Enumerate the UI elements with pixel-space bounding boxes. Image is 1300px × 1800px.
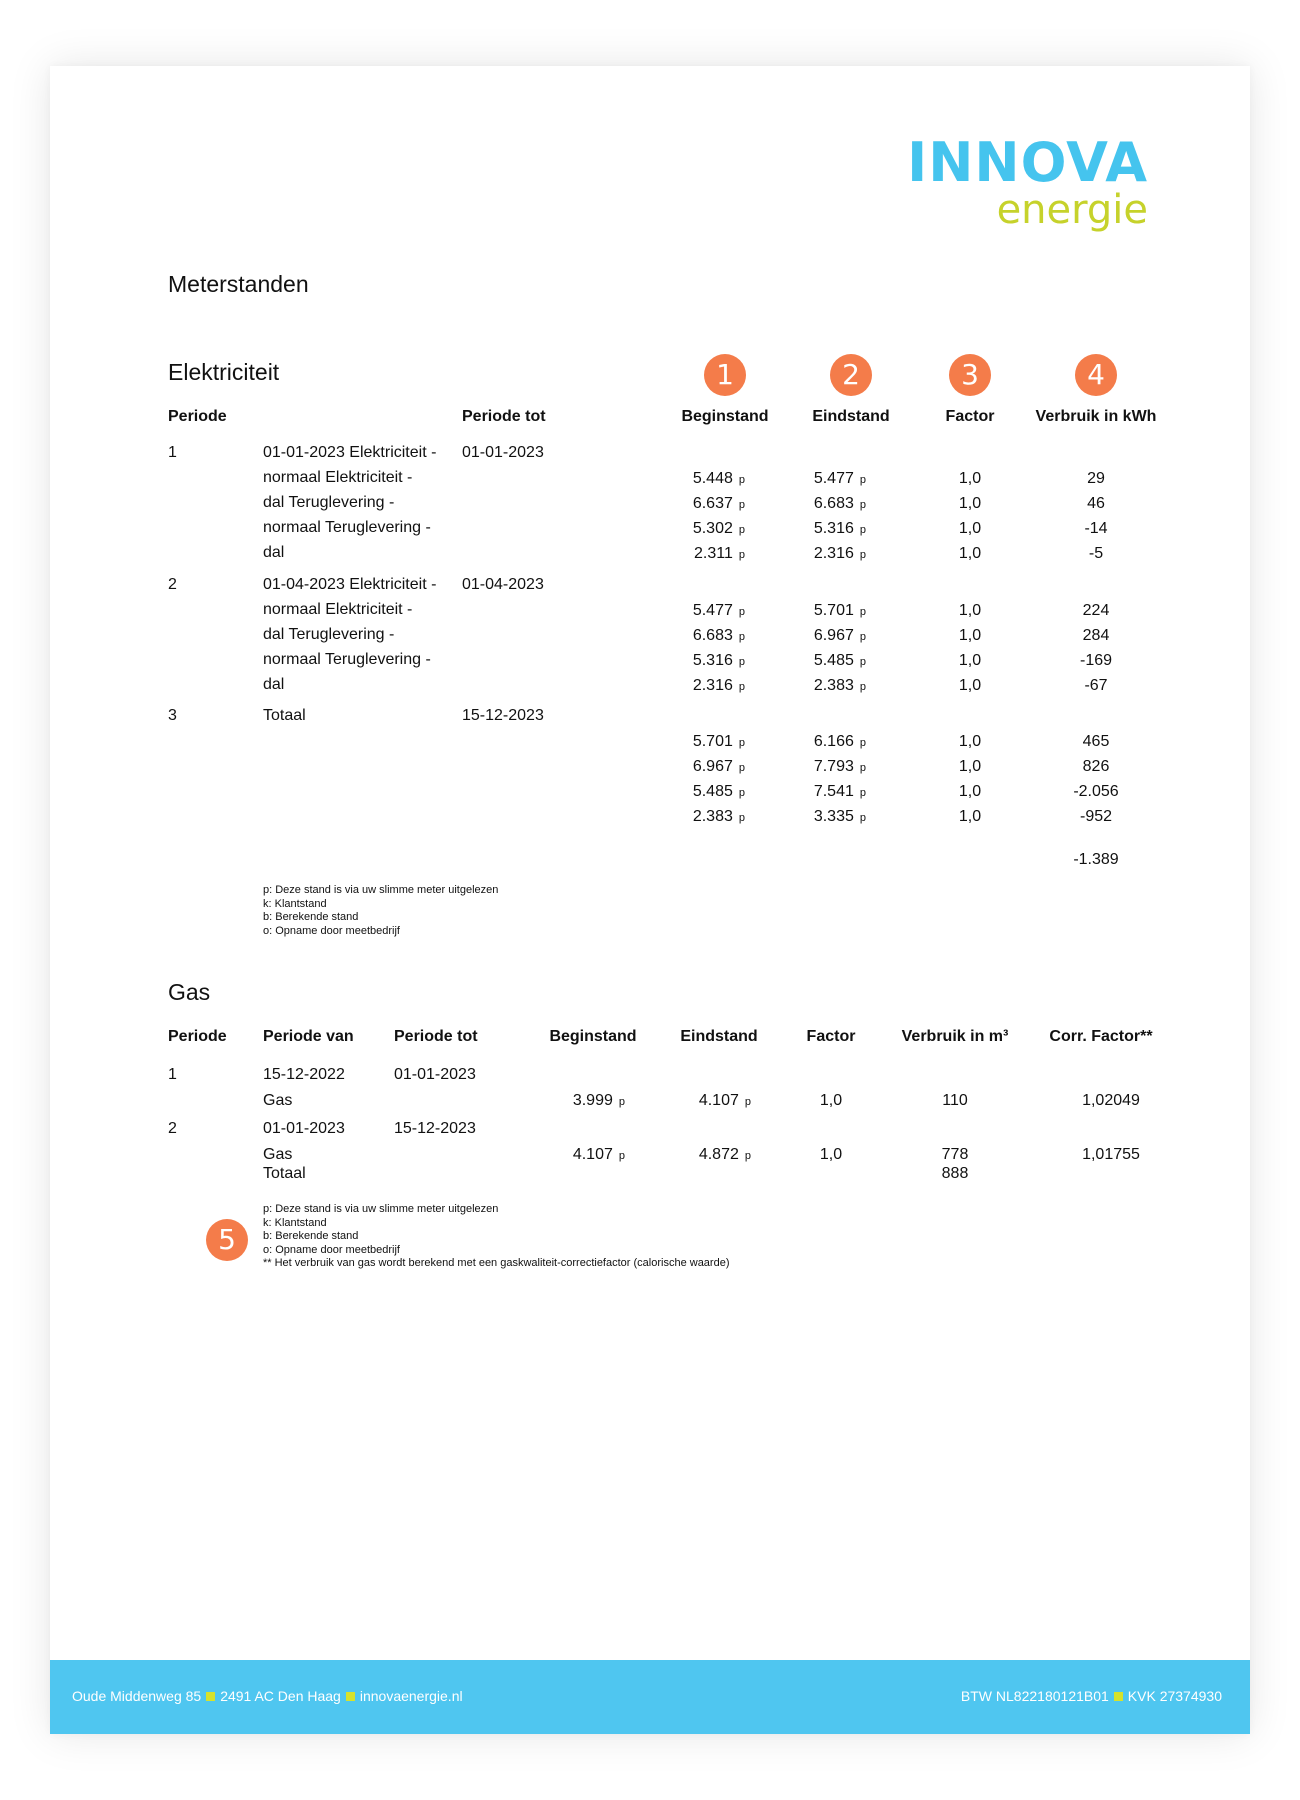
separator-square-icon: [1114, 1692, 1123, 1701]
meter-begin-reading: [650, 783, 745, 801]
reading-value: 6.967: [813, 627, 854, 644]
electricity-total: -1.389: [1073, 851, 1119, 868]
reading-source-flag: p: [618, 1150, 625, 1162]
meter-end-reading: [771, 733, 866, 751]
gas-begin-reading: [530, 1092, 625, 1110]
innova-energie-logo: [907, 131, 1148, 233]
reading-source-flag: p: [738, 524, 745, 536]
reading-value: 6.683: [692, 627, 733, 644]
footer-postcode-city: 2491 AC Den Haag: [220, 1688, 341, 1704]
meter-end-reading: [771, 677, 866, 695]
footer-website-link[interactable]: innovaenergie.nl: [359, 1688, 463, 1704]
electricity-section-title: Elektriciteit: [168, 359, 280, 385]
legend-line: ** Het verbruik van gas wordt berekend met een gaskwaliteit-correctiefactor (calorische waarde): [263, 1257, 730, 1269]
reading-value: 4.872: [698, 1146, 739, 1163]
footer-bar: [50, 1660, 1250, 1734]
col-header-eindstand: Eindstand: [812, 408, 890, 425]
gas-end-reading: [656, 1092, 751, 1110]
gas-total-value: 888: [941, 1165, 969, 1182]
reading-source-flag: p: [738, 787, 745, 799]
col-header-periode: Periode: [168, 408, 227, 425]
meter-usage-kwh: -14: [1084, 520, 1108, 537]
gas-usage-m3: 110: [942, 1092, 968, 1109]
legend-line: b: Berekende stand: [263, 1230, 359, 1242]
gas-col-header-corr-factor: Corr. Factor**: [1049, 1028, 1153, 1045]
electricity-legend: [263, 884, 498, 938]
reading-source-flag: p: [744, 1096, 751, 1108]
meter-factor: 1,0: [958, 808, 982, 825]
reading-value: 2.383: [813, 677, 854, 694]
meter-end-reading: [771, 520, 866, 538]
reading-value: 5.316: [692, 652, 733, 669]
reading-value: 4.107: [698, 1092, 739, 1109]
gas-meter-type: Gas: [263, 1092, 293, 1109]
legend-line: p: Deze stand is via uw slimme meter uitgelezen: [263, 1203, 499, 1215]
reading-value: 5.485: [692, 783, 733, 800]
meter-usage-kwh: -952: [1079, 808, 1113, 825]
reading-value: 5.477: [813, 470, 854, 487]
meter-factor: 1,0: [958, 470, 982, 487]
meter-begin-reading: [650, 677, 745, 695]
meter-factor: 1,0: [958, 627, 982, 644]
gas-col-header-factor: Factor: [806, 1028, 856, 1045]
legend-line: o: Opname door meetbedrijf: [263, 924, 400, 937]
reading-value: 7.541: [813, 783, 854, 800]
meter-factor: 1,0: [958, 758, 982, 775]
reading-source-flag: p: [859, 499, 866, 511]
period-description-line: normaal Elektriciteit -: [263, 601, 413, 618]
meter-end-reading: [771, 627, 866, 645]
page-title: Meterstanden: [168, 271, 309, 297]
reading-value: 5.701: [813, 602, 854, 619]
meter-usage-kwh: 29: [1087, 470, 1105, 487]
reading-source-flag: p: [744, 1150, 751, 1162]
reading-value: 3.335: [813, 808, 854, 825]
reading-value: 5.448: [692, 470, 733, 487]
col-header-factor: Factor: [945, 408, 995, 425]
reading-source-flag: p: [738, 606, 745, 618]
period-number: 2: [168, 576, 177, 593]
period-description-line: dal: [263, 544, 285, 561]
col-header-verbruik-kwh: Verbruik in kWh: [1035, 408, 1157, 425]
meter-begin-reading: [650, 470, 745, 488]
gas-col-header-periode: Periode: [168, 1028, 227, 1045]
reading-source-flag: p: [738, 549, 745, 561]
legend-line: k: Klantstand: [263, 1216, 327, 1229]
reading-value: 2.311: [694, 545, 733, 562]
reading-value: 6.166: [813, 733, 854, 750]
meter-end-reading: [771, 783, 866, 801]
reading-source-flag: p: [859, 656, 866, 668]
meter-end-reading: [771, 545, 866, 563]
footer-address: [72, 1688, 463, 1704]
gas-col-header-verbruik-m3: Verbruik in m³: [901, 1028, 1009, 1045]
gas-begin-reading: [530, 1146, 625, 1164]
gas-period-end-date: 01-01-2023: [394, 1066, 476, 1083]
reading-source-flag: p: [738, 681, 745, 693]
meter-end-reading: [771, 495, 866, 513]
logo-wordmark-energie: energie: [996, 187, 1148, 233]
meter-usage-kwh: 224: [1082, 602, 1110, 619]
gas-total-label: Totaal: [263, 1165, 306, 1182]
meter-end-reading: [771, 470, 866, 488]
footer-company-ids: [961, 1688, 1222, 1704]
col-header-periode-tot: Periode tot: [462, 408, 546, 425]
reading-source-flag: p: [859, 812, 866, 824]
meter-usage-kwh: -2.056: [1073, 783, 1119, 800]
reading-source-flag: p: [738, 762, 745, 774]
reading-source-flag: p: [859, 474, 866, 486]
meter-factor: 1,0: [958, 545, 982, 562]
meter-end-reading: [771, 758, 866, 776]
gas-period-start-date: 01-01-2023: [263, 1120, 345, 1137]
reading-source-flag: p: [738, 656, 745, 668]
period-end-date: 15-12-2023: [462, 707, 544, 724]
meter-factor: 1,0: [958, 733, 982, 750]
badge-5: 5: [206, 1219, 248, 1261]
meter-factor: 1,0: [958, 602, 982, 619]
meter-factor: 1,0: [958, 783, 982, 800]
col-header-beginstand: Beginstand: [681, 408, 769, 425]
reading-value: 5.701: [692, 733, 733, 750]
period-description-line: normaal Elektriciteit -: [263, 469, 413, 486]
reading-source-flag: p: [738, 474, 745, 486]
reading-value: 2.383: [692, 808, 733, 825]
gas-col-header-beginstand: Beginstand: [549, 1028, 637, 1045]
meter-usage-kwh: 826: [1082, 758, 1110, 775]
period-description-line: dal Teruglevering -: [263, 626, 395, 643]
gas-legend: [263, 1203, 730, 1271]
gas-col-header-periode-tot: Periode tot: [394, 1028, 478, 1045]
period-description-line: 01-04-2023 Elektriciteit -: [263, 576, 437, 593]
badge-1: 1: [704, 354, 746, 396]
meter-end-reading: [771, 808, 866, 826]
reading-source-flag: p: [738, 812, 745, 824]
reading-source-flag: p: [859, 631, 866, 643]
reading-value: 6.967: [692, 758, 733, 775]
legend-line: o: Opname door meetbedrijf: [263, 1243, 400, 1256]
meter-factor: 1,0: [958, 677, 982, 694]
separator-square-icon: [206, 1692, 215, 1701]
meter-begin-reading: [650, 520, 745, 538]
period-end-date: 01-01-2023: [462, 444, 544, 461]
reading-value: 6.683: [813, 495, 854, 512]
gas-period-number: 1: [168, 1066, 177, 1083]
document-page: [50, 66, 1250, 1734]
meter-end-reading: [771, 602, 866, 620]
period-description-line: normaal Teruglevering -: [263, 519, 431, 536]
gas-meter-type: Gas: [263, 1146, 293, 1163]
reading-value: 5.316: [813, 520, 854, 537]
gas-period-number: 2: [168, 1120, 177, 1137]
meter-begin-reading: [650, 495, 745, 513]
gas-correction-factor: 1,01755: [1082, 1146, 1140, 1163]
legend-line: k: Klantstand: [263, 897, 327, 910]
reading-source-flag: p: [859, 524, 866, 536]
reading-value: 2.316: [813, 545, 854, 562]
meter-begin-reading: [650, 733, 745, 751]
period-description-line: dal Teruglevering -: [263, 494, 395, 511]
meter-factor: 1,0: [958, 495, 982, 512]
reading-source-flag: p: [859, 787, 866, 799]
gas-usage-m3: 778: [941, 1146, 969, 1163]
badge-4: 4: [1075, 354, 1117, 396]
badge-3: 3: [949, 354, 991, 396]
meter-usage-kwh: 46: [1087, 495, 1105, 512]
reading-value: 2.316: [692, 677, 733, 694]
meter-usage-kwh: -169: [1079, 652, 1113, 669]
gas-period-end-date: 15-12-2023: [394, 1120, 476, 1137]
reading-value: 5.302: [692, 520, 733, 537]
gas-period-start-date: 15-12-2022: [263, 1066, 345, 1083]
footer-street: Oude Middenweg 85: [72, 1688, 202, 1704]
legend-line: p: Deze stand is via uw slimme meter uitgelezen: [263, 884, 499, 896]
meter-begin-reading: [650, 602, 745, 620]
gas-col-header-periode-van: Periode van: [263, 1028, 354, 1045]
reading-source-flag: p: [859, 606, 866, 618]
logo-wordmark-innova: INNOVA: [907, 131, 1148, 194]
separator-square-icon: [346, 1692, 355, 1701]
period-end-date: 01-04-2023: [462, 576, 544, 593]
meter-begin-reading: [650, 652, 745, 670]
reading-value: 7.793: [813, 758, 854, 775]
reading-source-flag: p: [859, 681, 866, 693]
reading-source-flag: p: [859, 737, 866, 749]
meter-usage-kwh: -5: [1088, 545, 1104, 562]
reading-value: 5.485: [813, 652, 854, 669]
gas-factor: 1,0: [819, 1092, 843, 1109]
reading-source-flag: p: [859, 549, 866, 561]
reading-source-flag: p: [618, 1096, 625, 1108]
meter-usage-kwh: 284: [1082, 627, 1110, 644]
footer-kvk-number: KVK 27374930: [1127, 1688, 1222, 1704]
meter-factor: 1,0: [958, 520, 982, 537]
gas-end-reading: [656, 1146, 751, 1164]
gas-section-title: Gas: [168, 979, 211, 1005]
badge-2: 2: [830, 354, 872, 396]
meter-begin-reading: [650, 758, 745, 776]
reading-source-flag: p: [738, 631, 745, 643]
meter-usage-kwh: 465: [1082, 733, 1110, 750]
meter-begin-reading: [650, 627, 745, 645]
meter-usage-kwh: -67: [1084, 677, 1108, 694]
reading-source-flag: p: [738, 737, 745, 749]
reading-source-flag: p: [738, 499, 745, 511]
meter-begin-reading: [650, 808, 745, 826]
reading-value: 6.637: [692, 495, 733, 512]
footer-btw-number: BTW NL822180121B01: [960, 1688, 1109, 1704]
period-description-line: normaal Teruglevering -: [263, 651, 431, 668]
period-description-line: 01-01-2023 Elektriciteit -: [263, 444, 437, 461]
meter-factor: 1,0: [958, 652, 982, 669]
meter-begin-reading: [650, 545, 745, 563]
reading-value: 5.477: [692, 602, 733, 619]
reading-value: 3.999: [572, 1092, 613, 1109]
period-description-line: Totaal: [263, 707, 306, 724]
meter-end-reading: [771, 652, 866, 670]
gas-factor: 1,0: [819, 1146, 843, 1163]
gas-col-header-eindstand: Eindstand: [680, 1028, 758, 1045]
gas-correction-factor: 1,02049: [1082, 1092, 1140, 1109]
period-number: 3: [168, 707, 177, 724]
legend-line: b: Berekende stand: [263, 911, 359, 923]
reading-source-flag: p: [859, 762, 866, 774]
period-description-line: dal: [263, 676, 285, 693]
period-number: 1: [168, 444, 177, 461]
reading-value: 4.107: [572, 1146, 613, 1163]
